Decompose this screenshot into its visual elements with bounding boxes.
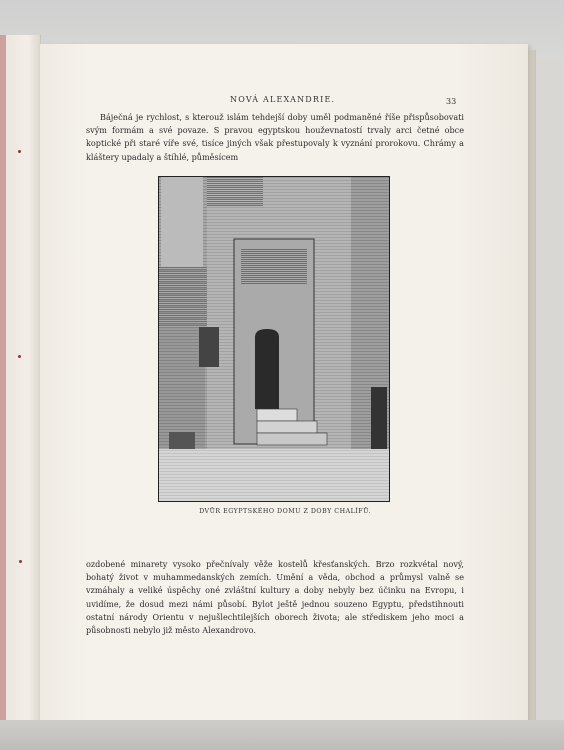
binding-stitch [18, 150, 21, 153]
binding-stitch [18, 355, 21, 358]
left-page-edge [0, 35, 6, 735]
engraving-illustration [158, 176, 390, 502]
page-number: 33 [446, 97, 457, 106]
background-bottom [0, 720, 564, 750]
figure-caption: DVŮR EGYPTSKÉHO DOMU Z DOBY CHALÍFŮ. [199, 508, 371, 515]
running-head: NOVÁ ALEXANDRIE. [230, 95, 336, 104]
binding-stitch [19, 560, 22, 563]
left-facing-page [0, 35, 41, 735]
paragraph-bottom: ozdobené minarety vysoko přečnívaly věže kostelů křesťanských. Brzo rozkvétal nový, bohatý život v muhammedanských zemích. Umění a věda, obchod a průmysl valně se vzmáhaly a veliké úspěchy oné zvláštní kultury a doby nebyly bez účinku na Evropu, i uvidíme, že dosud mezi námi působí. Bylot ještě jednou souzeno Egyptu, předstihnouti ostatní národy Orientu v nejušlechtilejších oborech života; ale střediskem jeho moci a působnosti nebylo již město Alexandrovo. [86, 559, 464, 636]
page-stack-edge [528, 50, 536, 722]
paragraph-top: Báječná je rychlost, s kterouž islám tehdejší doby uměl podmaněné říše přispůsobovati svým formám a své povaze. S pravou egyptskou houževnatostí trvaly arci četné obce koptické při staré víře své, tisíce jiných však přestupovaly k vyznání prorokovu. Chrámy a kláštery upadaly a štíhlé, půměsícem [86, 112, 464, 162]
